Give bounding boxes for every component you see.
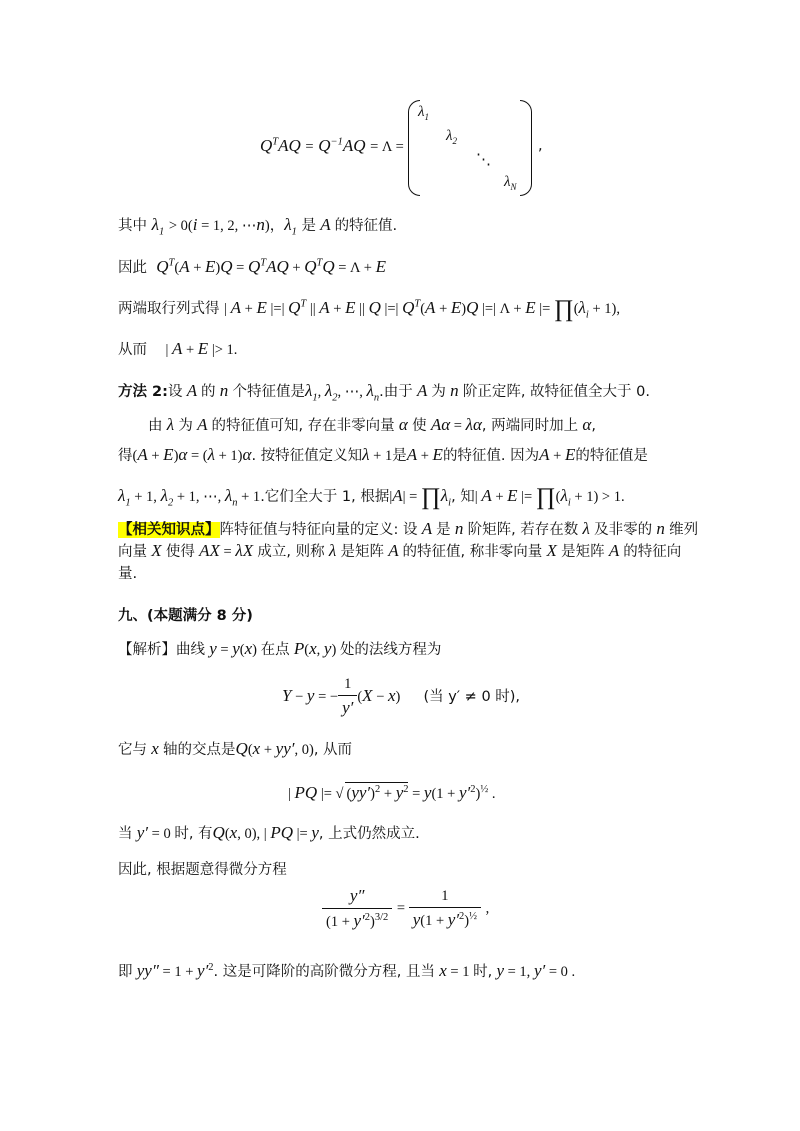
analysis-line: 【解析】曲线 y = y(x) 在点 P(x, y) 处的法线方程为 [118,639,442,658]
knowledge-point-line3: 量. [118,566,138,582]
reduced-ode-line: 即 $yy'' = 1 + y'^2$. 这是可降阶的高阶微分方程, 且当 x = 1 时, y = 1, y′ = 0 . [118,961,576,980]
shift-eigen-line: 得(A + E)α = (λ + 1)α. 按特征值定义知λ + 1是A + E的特征值. 因为A + E的特征值是 [118,445,648,464]
matrix-trailing-comma: , [538,138,543,154]
knowledge-point-label: 【相关知识点】 [118,522,220,538]
matrix-right-paren [520,100,532,196]
knowledge-point-line1: 【相关知识点】阵特征值与特征向量的定义: 设 A 是 n 阶矩阵, 若存在数 λ 及非零的 n 维列 [118,519,699,538]
eigen-product-line: $\lambda_1 + 1$, $\lambda_2 + 1$, ⋯, $\lambda_n + 1$.它们全大于 1, 根据$|A| = \prod\lambda_i$, 知| A + E |= $\prod(\lambda_i + 1) > 1$. [118,484,625,510]
eigen-vector-line: 由 λ 为 A 的特征值可知, 存在非零向量 α 使 Aα = λα, 两端同时加上 α, [148,415,596,434]
eigen-positive-line: 其中 $\lambda_1 > 0(i = 1$, 2, ⋯n)，$\lambda_1$ 是 A 的特征值. [118,215,398,238]
differential-equation: $\frac{y''}{(1 + y'^2)^{3/2}}$ = $\frac{1}{y(1 + y'^2)^{\frac{1}{2}}}$ , [322,886,489,931]
section-9-title: 九、(本题满分 8 分) [118,608,253,624]
therefore-line: 因此 $Q^T(A + E)Q = Q^TAQ + Q^TQ = \Lambda + E$ [118,257,386,276]
matrix-entry-lambda1: $\lambda_1$ [418,104,429,122]
knowledge-point-line2: 向量 X 使得 AX = λX 成立, 则称 λ 是矩阵 A 的特征值, 称非零向量 X 是矩阵 A 的特征向 [118,541,682,560]
special-case-line: 当 y′ = 0 时, 有Q(x, 0), | PQ |= y, 上式仍然成立. [118,823,420,842]
x-axis-intersection-line: 它与 x 轴的交点是Q(x + yy′, 0), 从而 [118,739,353,758]
matrix-entry-lambda2: $\lambda_2$ [446,128,457,146]
diff-eq-intro: 因此, 根据题意得微分方程 [118,862,287,878]
determinant-line: 两端取行列式得 | A + E |=| $Q^T$ || A + E || Q |=| $Q^T(A + E)Q$ |=| Λ + E |= $\prod(\lambda_i + 1)$, [118,296,620,322]
matrix-entry-lambdaN: $\lambda_N$ [504,174,517,192]
method2-line: 方法 2:设 A 的 n 个特征值是$\lambda_1$, $\lambda_2$, ⋯, $\lambda_n$.由于 A 为 n 阶正定阵, 故特征值全大于 0. [118,381,650,404]
matrix-equation-lhs: $Q^TAQ = Q^{-1}AQ = \Lambda$ = [260,136,404,155]
pq-length-equation: | PQ |= √ $(yy')^2 + y^2 = y(1 + y'^2)^{\frac{1}{2}}$ . [288,783,496,802]
hence-line: 从而 | A + E |> 1. [118,339,238,358]
diagonal-matrix [408,100,532,196]
normal-line-equation: Y − y = − $\frac{1}{y'}$ (X − x) (当 y′ ≠ 0 时), [282,676,521,717]
matrix-entry-ddots: ⋱ [476,152,491,168]
